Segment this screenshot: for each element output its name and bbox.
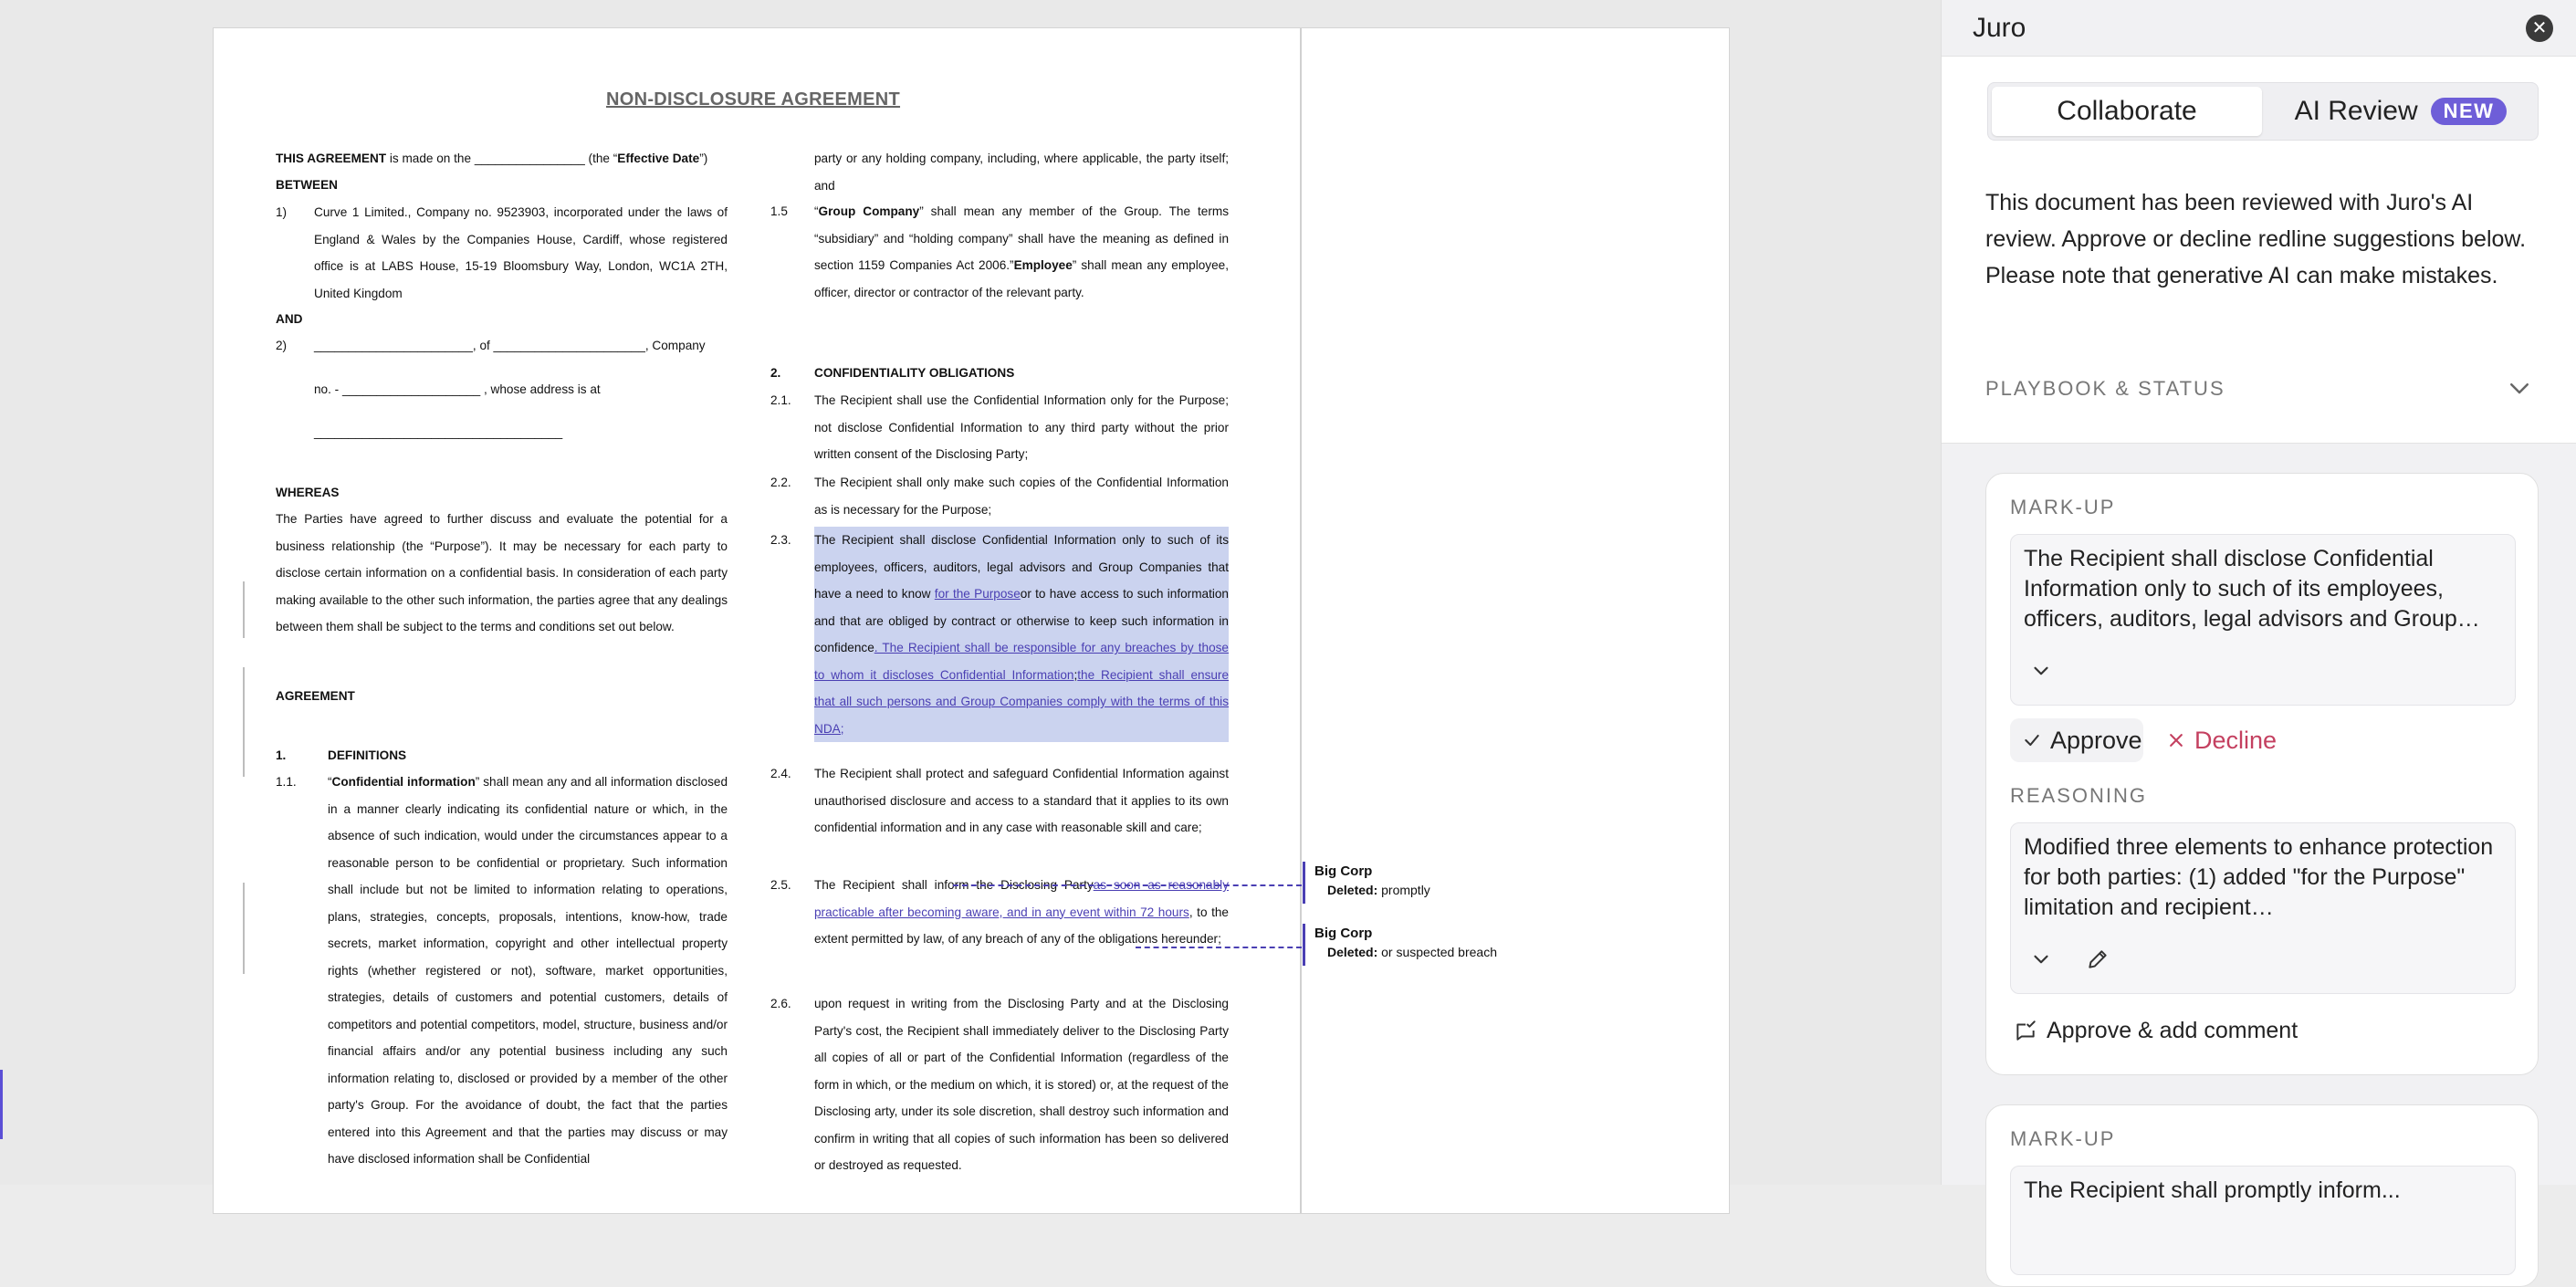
clause-2-6-number: 2.6. [770, 997, 791, 1010]
markup-box [2010, 1166, 2516, 1275]
close-icon[interactable]: ✕ [2526, 15, 2553, 42]
reasoning-box [2010, 822, 2516, 994]
comment-text: or suspected breach [1377, 945, 1497, 959]
tracked-deletion-comment[interactable] [1314, 863, 1430, 899]
comment-label: Deleted: [1327, 883, 1378, 897]
insertion[interactable]: as soon as reasonably practicable after becoming aware, and in any event within 72 hours [814, 878, 1229, 919]
comment-author: Big Corp [1314, 863, 1373, 879]
clause-2-1-text: The Recipient shall use the Confidential Information only for the Purpose; not disclose Confidential Information to any third party without the prior written consent of the Disclosing Party; [814, 393, 1229, 461]
clause-2-5-number: 2.5. [770, 878, 791, 892]
clause-2-4-number: 2.4. [770, 767, 791, 780]
reasoning-heading: REASONING [2010, 784, 2148, 807]
comment-text: promptly [1377, 883, 1430, 897]
approve-and-comment-label: Approve & add comment [2047, 1017, 2299, 1043]
comment-author: Big Corp [1314, 926, 1373, 941]
party-1-number: 1) [276, 205, 288, 219]
clause-2-2-number: 2.2. [770, 476, 791, 489]
sidebar-title: Juro [1973, 13, 2026, 43]
agreement-intro: THIS AGREEMENT is made on the ________________ (the “Effective Date”) [276, 152, 708, 165]
tab-collaborate-label: Collaborate [2057, 96, 2197, 126]
change-bar [243, 883, 245, 974]
close-icon [2167, 731, 2185, 749]
clause-1-5-number: 1.5 [770, 204, 788, 218]
left-edge-stripe [0, 1070, 3, 1139]
markup-heading: MARK-UP [2010, 1127, 2116, 1150]
insertion[interactable]: . The Recipient shall be responsible for any breaches by those to whom it discloses Confidential Information [814, 641, 1229, 682]
party-1-text: Curve 1 Limited., Company no. 9523903, incorporated under the laws of England & Wales by the Companies House, Cardiff, whose registered office is at LABS House, 15-19 Bloomsbury Way, London, WC1A 2TH, United Kingdom [314, 205, 728, 300]
ai-disclaimer: Please note that generative AI can make mistakes. [1985, 263, 2498, 288]
reasoning-text: Modified three elements to enhance protection for both parties: (1) added "for the Purpose" limitation and recipient… [2024, 834, 2494, 920]
document-page[interactable] [213, 27, 1730, 1214]
new-badge: NEW [2431, 98, 2508, 125]
tab-ai-review[interactable] [2266, 87, 2536, 136]
clause-2-4-text: The Recipient shall protect and safeguard Confidential Information against unauthorised disclosure and access to a standard that it applies to its own confidential information and in any case with reasonable skill and care; [814, 767, 1229, 834]
ai-review-intro [1985, 184, 2533, 294]
markup-text: The Recipient shall disclose Confidential Information only to such of its employees, officers, auditors, legal advisors and Group… [2024, 546, 2480, 632]
clause-2-5-text: The Recipient shall inform the Disclosing Partyas soon as reasonably practicable after becoming aware, and in any event within 72 hours, to the extent permitted by law, of any breach of any of the obligations hereunder; [814, 878, 1229, 946]
comment-label: Deleted: [1327, 945, 1378, 959]
markup-heading: MARK-UP [2010, 496, 2116, 518]
comment-check-icon [2014, 1019, 2037, 1042]
and-heading: AND [276, 312, 303, 326]
clause-2-3-text[interactable]: The Recipient shall disclose Confidential Information only to such of its employees, officers, auditors, legal advisors and Group Companies that have a need to know for the Purposeor to have access to such information and that are obliged by contract or otherwise to keep such information in confidence. The Recipient shall be responsible for any breaches by those to whom it discloses Confidential Information;the Recipient shall ensure that all such persons and Group Companies comply with the terms of this NDA; [814, 527, 1229, 742]
comment-margin-divider [1300, 28, 1302, 1213]
party-2-number: 2) [276, 339, 288, 352]
section-1-title: DEFINITIONS [328, 748, 407, 762]
approve-button[interactable] [2010, 718, 2143, 762]
tracked-deletion-comment[interactable] [1314, 925, 1497, 961]
party-2-line-1: _______________________, of ______________________, Company [314, 339, 706, 352]
chevron-down-icon[interactable] [2029, 947, 2053, 971]
between-heading: BETWEEN [276, 178, 338, 192]
intro-text: This document has been reviewed with Juro's AI review. Approve or decline redline suggestions below. [1985, 190, 2527, 252]
chevron-down-icon[interactable] [2029, 659, 2053, 683]
whereas-heading: WHEREAS [276, 486, 340, 499]
juro-sidebar [1941, 0, 2576, 1203]
clause-1-1-text: “Confidential information” shall mean any and all information disclosed in a manner clearly indicating its confidential nature or which, in the absence of such indication, would under the circumstances appear to a reasonable person to be confidential or proprietary. Such information shall include but not be limited to information relating to operations, plans, strategies, concepts, proposals, intentions, know-how, trade secrets, market information, copyright and other intellectual property rights (whether registered or not), software, market opportunities, strategies, details of customers and potential customers, details of competitors and potential competitors, model, structure, business and/or financial affairs and/or any potential business including any such information relating to, disclosed or provided by a member of the other party's Group. For the avoidance of doubt, the fact that the parties entered into this Agreement and that the parties may discuss or may have disclosed information shall be Confidential [328, 775, 728, 1166]
clause-2-2-text: The Recipient shall only make such copies of the Confidential Information as is necessary for the Purpose; [814, 476, 1229, 517]
approve-label: Approve [2050, 726, 2142, 754]
playbook-status-label: PLAYBOOK & STATUS [1985, 377, 2225, 400]
pencil-icon[interactable] [2086, 947, 2110, 971]
section-2-number: 2. [770, 366, 781, 380]
clause-2-3-number: 2.3. [770, 533, 791, 547]
suggestion-card [1985, 1104, 2539, 1287]
playbook-status-toggle[interactable] [1985, 371, 2533, 407]
section-1-number: 1. [276, 748, 287, 762]
whereas-text: The Parties have agreed to further discuss and evaluate the potential for a business relationship (the “Purpose”). It may be necessary for each party to disclose certain information on a confidential basis. In consideration of each party making available to the other such information, the parties agree that any dealings between them shall be subject to the terms and conditions set out below. [276, 512, 728, 633]
insertion[interactable]: the Recipient shall ensure that all such persons and Group Companies comply with the terms of this NDA; [814, 667, 1230, 736]
comment-connector [953, 884, 1302, 886]
comment-bar [1303, 924, 1305, 966]
party-2-line-3: ____________________________________ [314, 425, 563, 439]
chevron-down-icon [2506, 374, 2533, 402]
decline-label: Decline [2194, 726, 2278, 754]
change-bar [243, 581, 245, 638]
markup-box [2010, 534, 2516, 706]
sidebar-header [1942, 0, 2576, 57]
comment-bar [1303, 862, 1305, 904]
comment-connector [1136, 947, 1302, 948]
approve-and-comment-button[interactable] [2014, 1012, 2298, 1049]
tab-collaborate[interactable] [1992, 87, 2262, 136]
section-2-title: CONFIDENTIALITY OBLIGATIONS [814, 366, 1015, 380]
clause-continuation: party or any holding company, including, where applicable, the party itself; and [814, 152, 1229, 193]
clause-2-1-number: 2.1. [770, 393, 791, 407]
markup-text: The Recipient shall promptly inform... [2024, 1177, 2401, 1203]
document-title: NON-DISCLOSURE AGREEMENT [606, 89, 901, 110]
suggestion-card [1985, 473, 2539, 1075]
sidebar-top-panel [1942, 57, 2576, 444]
clause-1-1-number: 1.1. [276, 775, 297, 789]
agreement-heading: AGREEMENT [276, 689, 355, 703]
party-2-line-2: no. - ____________________ , whose address is at [314, 382, 601, 396]
change-bar [243, 667, 245, 777]
decline-button[interactable] [2156, 718, 2293, 762]
insertion[interactable]: for the Purpose [934, 587, 1021, 601]
tab-ai-review-label: AI Review [2294, 96, 2418, 126]
clause-1-5-text: “Group Company” shall mean any member of the Group. The terms “subsidiary” and “holding company” shall have the meaning as defined in section 1159 Companies Act 2006.”Employee” shall mean any employee, officer, director or contractor of the relevant party. [814, 204, 1229, 299]
clause-2-6-text: upon request in writing from the Disclosing Party and at the Disclosing Party's cost, the Recipient shall immediately deliver to the Disclosing Party all copies of all or part of the Confidential Information (regardless of the form in which, or the medium on which, it is stored) or, at the request of the Disclosing arty, under its sole discretion, shall destroy such information and confirm in writing that all copies of such information has been so delivered or destroyed as requested. [814, 997, 1229, 1172]
tab-bar [1987, 82, 2539, 141]
check-icon [2023, 731, 2041, 749]
